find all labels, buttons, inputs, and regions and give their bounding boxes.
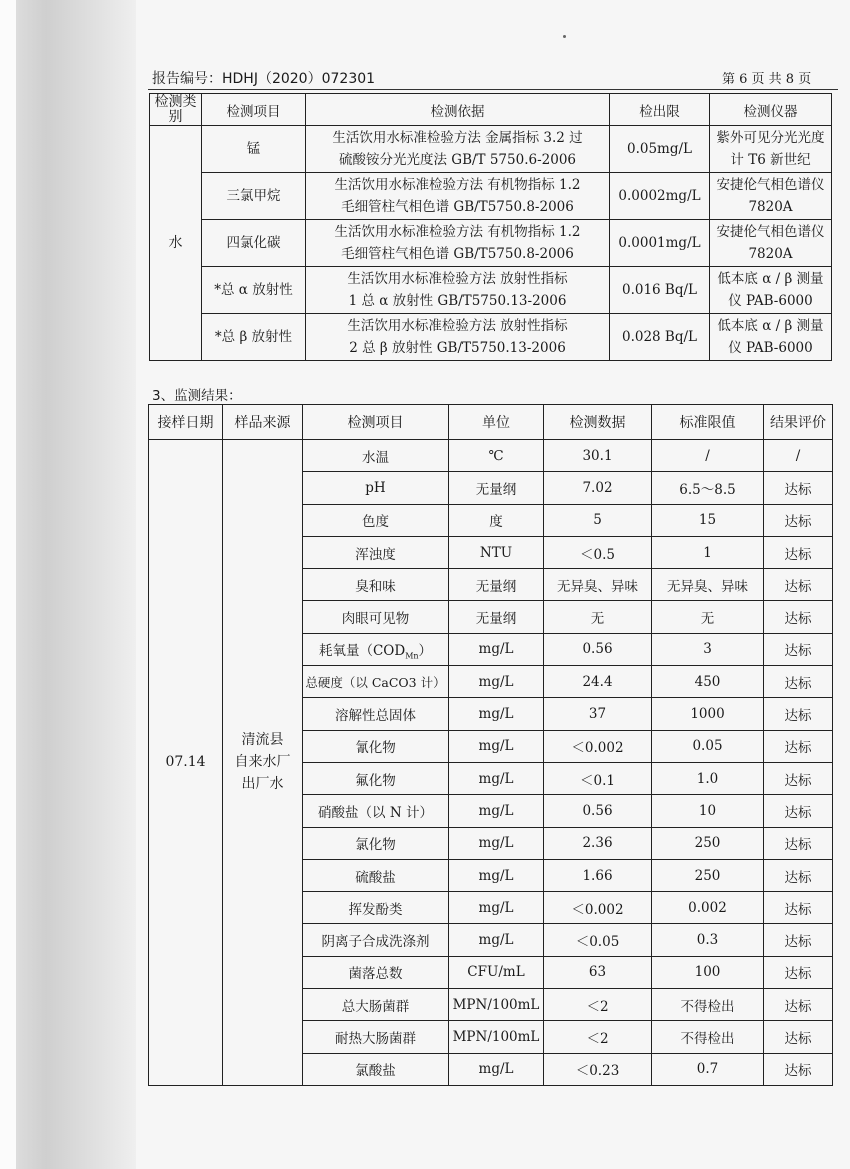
col-header-limit: 检出限 [610,94,710,126]
col-header-item: 检测项目 [202,94,306,126]
result-eval: 达标 [764,504,833,536]
result-value: 0.56 [544,795,652,827]
result-value: 5 [544,504,652,536]
result-item: 总大肠菌群 [303,989,449,1021]
report-number: 报告编号：HDHJ（2020）072301 [152,71,376,87]
result-eval: 达标 [764,1053,833,1085]
result-unit: mg/L [449,762,544,794]
result-eval: 达标 [764,536,833,568]
results-header-row [149,405,833,440]
result-eval: 达标 [764,601,833,633]
result-value: 1.66 [544,859,652,891]
table-row [150,267,832,314]
result-limit: 10 [652,795,764,827]
method-instrument: 紫外可见分光光度 计 T6 新世纪 [710,126,832,173]
method-basis: 生活饮用水标准检验方法 放射性指标 2 总 β 放射性 GB/T5750.13-2006 [306,314,610,361]
result-limit: 450 [652,666,764,698]
result-eval: 达标 [764,956,833,988]
method-limit: 0.05mg/L [610,126,710,173]
result-eval: 达标 [764,698,833,730]
result-value: 63 [544,956,652,988]
result-eval: / [764,440,833,472]
result-limit: 0.05 [652,730,764,762]
result-limit: 0.002 [652,892,764,924]
result-item: 氟化物 [303,762,449,794]
result-item: 氯化物 [303,827,449,859]
col-header-standard: 标准限值 [652,405,764,440]
methods-header-row [150,94,832,126]
method-instrument: 低本底 α / β 测量 仪 PAB-6000 [710,267,832,314]
result-value: 24.4 [544,666,652,698]
result-eval: 达标 [764,989,833,1021]
result-value: ＜0.002 [544,730,652,762]
method-item: 三氯甲烷 [202,173,306,220]
table-row [149,440,833,472]
scan-left-margin [0,0,16,1169]
result-unit: mg/L [449,859,544,891]
method-item: *总 β 放射性 [202,314,306,361]
method-basis: 生活饮用水标准检验方法 放射性指标 1 总 α 放射性 GB/T5750.13-2006 [306,267,610,314]
result-limit: 6.5～8.5 [652,472,764,504]
result-value: 30.1 [544,440,652,472]
result-limit: 无 [652,601,764,633]
col-header-instrument: 检测仪器 [710,94,832,126]
method-basis: 生活饮用水标准检验方法 有机物指标 1.2 毛细管柱气相色谱 GB/T5750.8-2006 [306,220,610,267]
result-item: 阴离子合成洗涤剂 [303,924,449,956]
result-eval: 达标 [764,569,833,601]
result-value: 0.56 [544,633,652,665]
result-item: 肉眼可见物 [303,601,449,633]
result-item: 溶解性总固体 [303,698,449,730]
result-unit: 无量纲 [449,472,544,504]
col-header-evaluation: 结果评价 [764,405,833,440]
result-unit: NTU [449,536,544,568]
method-limit: 0.028 Bq/L [610,314,710,361]
page-number: 第 6 页 共 8 页 [722,72,812,87]
result-unit: ℃ [449,440,544,472]
result-eval: 达标 [764,762,833,794]
table-row [150,173,832,220]
col-header-source: 样品来源 [223,405,303,440]
result-unit: mg/L [449,924,544,956]
result-eval: 达标 [764,859,833,891]
result-unit: 无量纲 [449,569,544,601]
result-item: 菌落总数 [303,956,449,988]
result-value: 37 [544,698,652,730]
result-unit: mg/L [449,666,544,698]
result-unit: MPN/100mL [449,1021,544,1053]
result-limit: 0.7 [652,1053,764,1085]
method-basis: 生活饮用水标准检验方法 有机物指标 1.2 毛细管柱气相色谱 GB/T5750.8-2006 [306,173,610,220]
result-unit: mg/L [449,698,544,730]
scan-binding-shadow [16,0,136,1169]
method-basis: 生活饮用水标准检验方法 金属指标 3.2 过 硫酸铵分光光度法 GB/T 5750.6-2006 [306,126,610,173]
result-unit: mg/L [449,730,544,762]
method-instrument: 安捷伦气相色谱仪 7820A [710,220,832,267]
result-limit: 0.3 [652,924,764,956]
col-header-date: 接样日期 [149,405,223,440]
result-value: ＜0.5 [544,536,652,568]
result-eval: 达标 [764,795,833,827]
result-limit: 250 [652,827,764,859]
results-table [148,404,833,1086]
result-value: ＜0.23 [544,1053,652,1085]
result-unit: 无量纲 [449,601,544,633]
result-item: 总硬度（以 CaCO3 计） [303,666,449,698]
col-header-unit: 单位 [449,405,544,440]
sample-date: 07.14 [149,440,223,1086]
result-unit: mg/L [449,827,544,859]
method-item: 锰 [202,126,306,173]
result-limit: 250 [652,859,764,891]
result-limit: 1.0 [652,762,764,794]
result-unit: MPN/100mL [449,989,544,1021]
result-item: 水温 [303,440,449,472]
result-eval: 达标 [764,633,833,665]
result-unit: mg/L [449,892,544,924]
category-cell: 水 [150,126,202,361]
method-instrument: 低本底 α / β 测量 仪 PAB-6000 [710,314,832,361]
result-value: ＜0.1 [544,762,652,794]
result-item: 挥发酚类 [303,892,449,924]
sample-source: 清流县 自来水厂 出厂水 [223,440,303,1086]
result-item: 氯酸盐 [303,1053,449,1085]
result-eval: 达标 [764,666,833,698]
result-limit: 不得检出 [652,1021,764,1053]
method-item: *总 α 放射性 [202,267,306,314]
result-value: ＜2 [544,989,652,1021]
result-item-cod: 耗氧量$(COD_{Mn})$ [303,633,449,665]
table-row [150,220,832,267]
result-unit: 度 [449,504,544,536]
result-eval: 达标 [764,924,833,956]
header-rule [148,89,838,90]
result-value: 7.02 [544,472,652,504]
result-eval: 达标 [764,892,833,924]
result-unit: CFU/mL [449,956,544,988]
scan-speck [563,35,566,38]
result-unit: mg/L [449,633,544,665]
result-limit: 无异臭、异味 [652,569,764,601]
result-limit: 100 [652,956,764,988]
result-item: 臭和味 [303,569,449,601]
result-eval: 达标 [764,1021,833,1053]
result-item: 硫酸盐 [303,859,449,891]
method-limit: 0.0002mg/L [610,173,710,220]
result-limit: 不得检出 [652,989,764,1021]
method-limit: 0.0001mg/L [610,220,710,267]
result-limit: / [652,440,764,472]
result-item: 硝酸盐（以 N 计） [303,795,449,827]
result-limit: 15 [652,504,764,536]
result-value: 2.36 [544,827,652,859]
result-limit: 3 [652,633,764,665]
result-value: 无 [544,601,652,633]
section-title: 3、监测结果： [152,388,242,404]
col-header-basis: 检测依据 [306,94,610,126]
result-eval: 达标 [764,827,833,859]
result-unit: mg/L [449,1053,544,1085]
result-eval: 达标 [764,730,833,762]
result-limit: 1000 [652,698,764,730]
method-instrument: 安捷伦气相色谱仪 7820A [710,173,832,220]
result-limit: 1 [652,536,764,568]
col-header-item: 检测项目 [303,405,449,440]
table-row [150,314,832,361]
result-value: ＜0.05 [544,924,652,956]
table-row [150,126,832,173]
col-header-category: 检测类别 [150,94,202,126]
result-unit: mg/L [449,795,544,827]
result-item: 浑浊度 [303,536,449,568]
result-value: ＜0.002 [544,892,652,924]
result-item: 氰化物 [303,730,449,762]
col-header-value: 检测数据 [544,405,652,440]
result-item: 色度 [303,504,449,536]
method-limit: 0.016 Bq/L [610,267,710,314]
result-item: 耐热大肠菌群 [303,1021,449,1053]
result-value: 无异臭、异味 [544,569,652,601]
result-value: ＜2 [544,1021,652,1053]
methods-table [149,93,832,361]
result-item: pH [303,472,449,504]
result-eval: 达标 [764,472,833,504]
method-item: 四氯化碳 [202,220,306,267]
